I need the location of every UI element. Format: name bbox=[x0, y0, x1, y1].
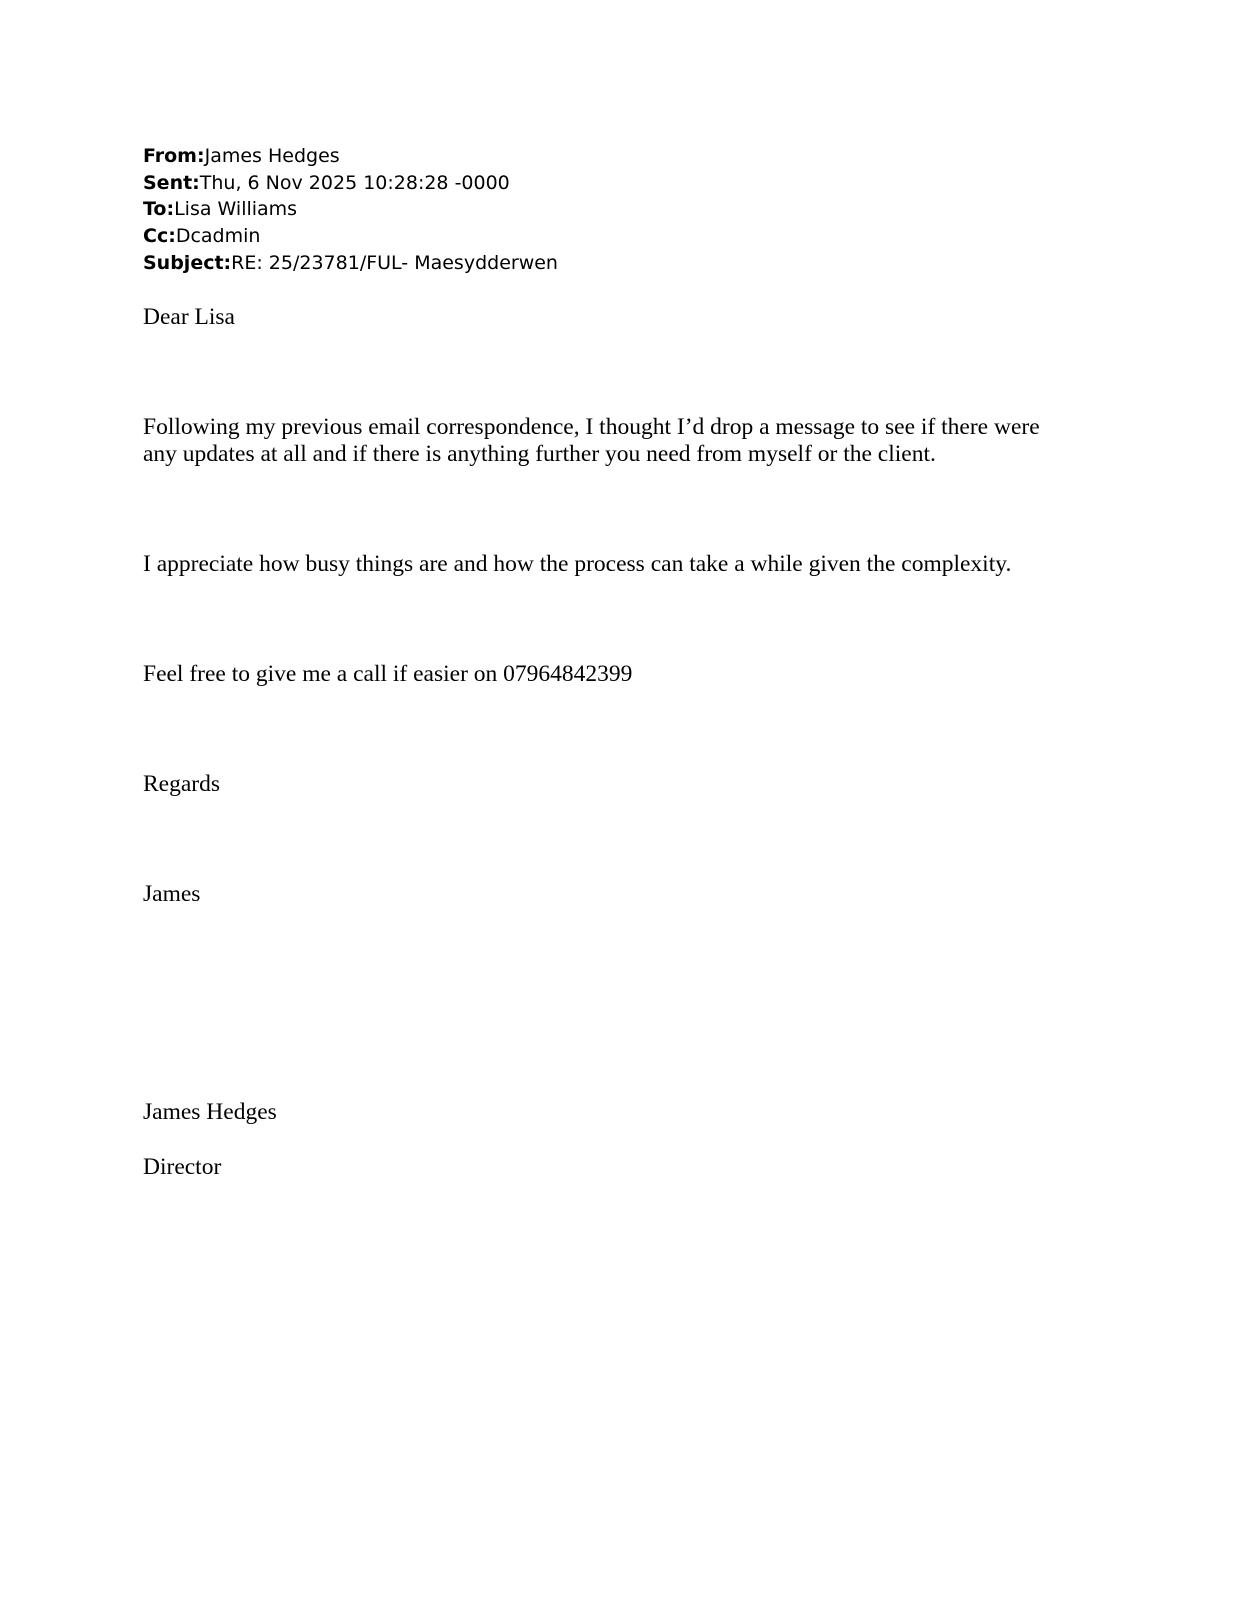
body-paragraph-2: I appreciate how busy things are and how the process can take a while given the complexity. bbox=[143, 551, 1012, 577]
to-label: To: bbox=[143, 198, 175, 221]
cc-line bbox=[143, 223, 558, 250]
sent-label: Sent: bbox=[143, 171, 200, 194]
subject-line bbox=[143, 250, 558, 277]
subject-value: RE: 25/23781/FUL- Maesydderwen bbox=[231, 251, 558, 274]
body-paragraph-1: Following my previous email correspondence, I thought I’d drop a message to see if there were any updates at all and if there is anything further you need from myself or the client. bbox=[143, 414, 1040, 467]
sign-off-name: James bbox=[143, 881, 201, 907]
email-header bbox=[143, 143, 558, 277]
body-paragraph-3: Feel free to give me a call if easier on 07964842399 bbox=[143, 661, 633, 687]
signature-title: Director bbox=[143, 1154, 222, 1180]
cc-value: Dcadmin bbox=[175, 225, 261, 248]
from-line bbox=[143, 143, 558, 170]
sent-value: Thu, 6 Nov 2025 10:28:28 -0000 bbox=[199, 171, 510, 194]
to-line bbox=[143, 196, 558, 223]
cc-label: Cc: bbox=[143, 225, 176, 248]
greeting: Dear Lisa bbox=[143, 304, 235, 330]
closing: Regards bbox=[143, 771, 221, 797]
to-value: Lisa Williams bbox=[174, 198, 298, 221]
signature-full-name: James Hedges bbox=[143, 1099, 277, 1125]
sent-line bbox=[143, 170, 558, 197]
subject-label: Subject: bbox=[143, 251, 232, 274]
from-value: James Hedges bbox=[204, 145, 340, 167]
from-label: From: bbox=[143, 145, 205, 167]
